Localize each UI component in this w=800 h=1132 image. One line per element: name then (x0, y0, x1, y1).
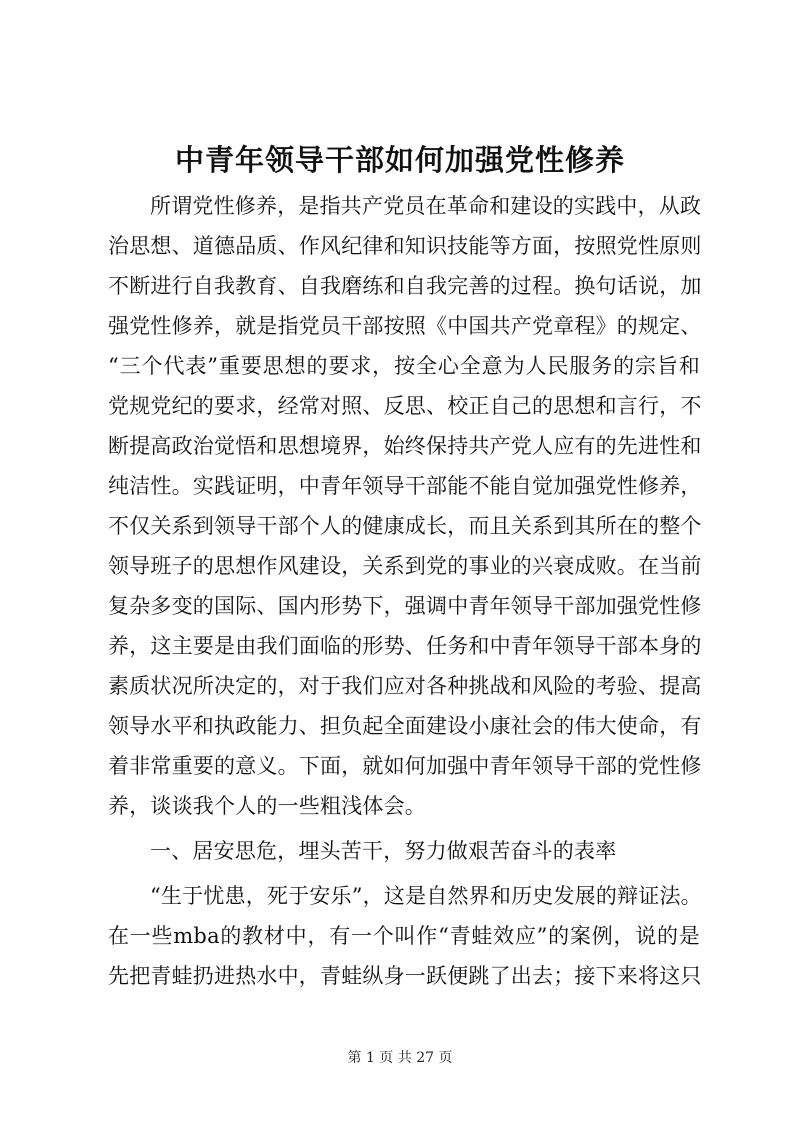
paragraph-line: 着非常重要的意义。下面，就如何加强中青年领导干部的党性修 (108, 754, 702, 778)
paragraph-line: 先把青蛙扔进热水中，青蛙纵身一跃便跳了出去；接下来将这只 (108, 964, 702, 988)
paragraph-line: 领导水平和执政能力、担负起全面建设小康社会的伟大使命，有 (108, 714, 702, 738)
paragraph-line: 领导班子的思想作风建设，关系到党的事业的兴衰成败。在当前 (108, 554, 702, 578)
paragraph-line: 断提高政治觉悟和思想境界，始终保持共产党人应有的先进性和 (108, 434, 702, 458)
paragraph-line: 养，谈谈我个人的一些粗浅体会。 (108, 794, 426, 818)
paragraph-line: 在一些mba的教材中，有一个叫作“青蛙效应”的案例，说的是 (108, 924, 700, 948)
paragraph-line: 复杂多变的国际、国内形势下，强调中青年领导干部加强党性修 (108, 594, 702, 618)
page-number: 第 1 页 共 27 页 (347, 1050, 453, 1066)
section-heading: 一、居安思危，埋头苦干，努力做艰苦奋斗的表率 (150, 839, 617, 863)
paragraph-line: 不仅关系到领导干部个人的健康成长，而且关系到其所在的整个 (108, 514, 702, 538)
paragraph-line: “三个代表”重要思想的要求，按全心全意为人民服务的宗旨和 (108, 354, 700, 378)
paragraph-line: 治思想、道德品质、作风纪律和知识技能等方面，按照党性原则 (108, 234, 702, 258)
paragraph-line: 所谓党性修养，是指共产党员在革命和建设的实践中，从政 (150, 194, 702, 218)
paragraph-line: 强党性修养，就是指党员干部按照《中国共产党章程》的规定、 (108, 314, 702, 338)
paragraph-line: “生于忧患，死于安乐”，这是自然界和历史发展的辩证法。 (150, 884, 702, 908)
paragraph-line: 养，这主要是由我们面临的形势、任务和中青年领导干部本身的 (108, 634, 702, 658)
paragraph-line: 纯洁性。实践证明，中青年领导干部能不能自觉加强党性修养， (108, 474, 702, 498)
document-title: 中青年领导干部如何加强党性修养 (174, 143, 625, 177)
paragraph-line: 党规党纪的要求，经常对照、反思、校正自己的思想和言行，不 (108, 394, 702, 418)
paragraph-line: 素质状况所决定的，对于我们应对各种挑战和风险的考验、提高 (108, 674, 702, 698)
paragraph-line: 不断进行自我教育、自我磨练和自我完善的过程。换句话说，加 (108, 274, 702, 298)
